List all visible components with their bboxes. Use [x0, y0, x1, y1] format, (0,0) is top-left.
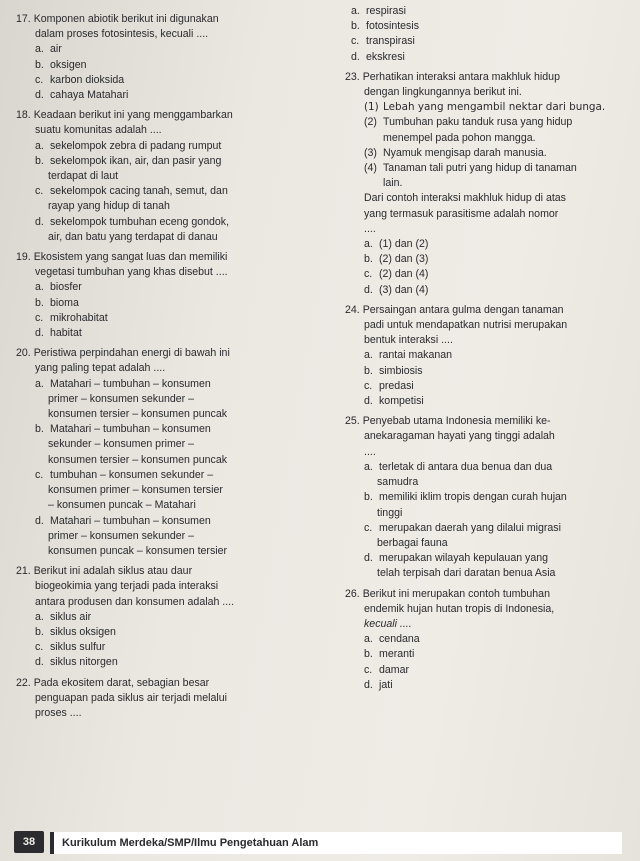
question-text: yang termasuk parasitisme adalah nomor	[364, 207, 559, 220]
statement-4-cont: lain.	[383, 177, 403, 190]
question-text: dalam proses fotosintesis, kecuali ....	[35, 28, 209, 41]
option-a[interactable]: a. respirasi	[351, 5, 407, 17]
option-b[interactable]: b. fotosintesis	[351, 20, 419, 33]
option-d[interactable]: d. kompetisi	[364, 395, 424, 408]
question-21	[16, 564, 334, 670]
question-number: 25.	[345, 415, 360, 428]
option-c[interactable]: c. mikrohabitat	[35, 311, 108, 324]
option-b[interactable]: b. bioma	[35, 296, 79, 309]
option-a[interactable]: a. Matahari – tumbuhan – konsumen	[35, 377, 211, 390]
option-d[interactable]: d. siklus nitorgen	[35, 656, 118, 669]
option-a[interactable]: a. biosfer	[35, 281, 82, 294]
option-b-cont: sekunder – konsumen primer –	[48, 438, 195, 451]
question-text: penguapan pada siklus air terjadi melalui	[35, 691, 227, 704]
option-b[interactable]: b. Matahari – tumbuhan – konsumen	[35, 423, 211, 436]
statement-4: (4) Tanaman tali putri yang hidup di tanaman	[364, 162, 577, 175]
question-text: Keadaan berikut ini yang menggambarkan	[33, 109, 233, 122]
question-text: padi untuk mendapatkan nutrisi merupakan	[364, 319, 568, 332]
option-b[interactable]: b. simbiosis	[364, 364, 423, 377]
option-b[interactable]: b. (2) dan (3)	[364, 253, 429, 266]
statement-2: (2) Tumbuhan paku tanduk rusa yang hidup	[364, 116, 573, 129]
question-text: suatu komunitas adalah ....	[35, 124, 162, 137]
question-18	[16, 108, 334, 245]
option-d[interactable]: d. cahaya Matahari	[35, 89, 129, 102]
question-number: 21.	[16, 565, 31, 578]
option-b[interactable]: b. oksigen	[35, 58, 87, 71]
left-column	[16, 12, 334, 721]
option-c-cont: konsumen primer – konsumen tersier	[48, 484, 223, 497]
option-a[interactable]: a. siklus air	[35, 610, 92, 623]
page-number: 38	[14, 831, 44, 853]
option-b-cont2: konsumen tersier – konsumen puncak	[48, 453, 228, 466]
question-text: proses ....	[35, 706, 82, 719]
option-d-cont: telah terpisah dari daratan benua Asia	[377, 567, 556, 580]
question-text: endemik hujan hutan tropis di Indonesia,	[364, 602, 555, 615]
question-text: Berikut ini adalah siklus atau daur	[33, 565, 193, 578]
question-text: Peristiwa perpindahan energi di bawah ini	[33, 347, 230, 360]
statement-3: (3) Nyamuk mengisap darah manusia.	[364, 146, 547, 159]
question-23	[345, 70, 635, 298]
option-d[interactable]: d. ekskresi	[351, 50, 405, 63]
option-c[interactable]: c. transpirasi	[351, 35, 415, 48]
option-d[interactable]: d. (3) dan (4)	[364, 283, 429, 296]
option-c[interactable]: c. damar	[364, 663, 410, 676]
question-text: vegetasi tumbuhan yang khas disebut ....	[35, 266, 228, 279]
option-a[interactable]: a. air	[35, 43, 62, 56]
option-a-cont: samudra	[377, 476, 419, 489]
option-a[interactable]: a. terletak di antara dua benua dan dua	[364, 460, 553, 473]
question-text: Persaingan antara gulma dengan tanaman	[362, 303, 564, 316]
question-20	[16, 346, 334, 559]
question-19	[16, 250, 334, 341]
question-text: ....	[364, 445, 376, 458]
question-number: 18.	[16, 109, 31, 122]
option-d[interactable]: d. jati	[364, 678, 393, 691]
question-text: antara produsen dan konsumen adalah ....	[35, 595, 235, 608]
option-d[interactable]: d. sekelompok tumbuhan eceng gondok,	[35, 215, 230, 228]
question-25	[345, 414, 635, 581]
option-c[interactable]: c. karbon dioksida	[35, 73, 125, 86]
question-22	[16, 676, 334, 722]
option-c-cont2: – konsumen puncak – Matahari	[48, 499, 196, 512]
option-a-cont: primer – konsumen sekunder –	[48, 392, 195, 405]
option-a[interactable]: a. (1) dan (2)	[364, 238, 429, 251]
question-22-options	[345, 4, 635, 65]
question-17	[16, 12, 334, 103]
option-c[interactable]: c. merupakan daerah yang dilalui migrasi	[364, 521, 561, 534]
question-text: ....	[364, 222, 376, 235]
option-b-cont: tinggi	[377, 506, 403, 519]
option-a[interactable]: a. rantai makanan	[364, 349, 453, 362]
option-a[interactable]: a. sekelompok zebra di padang rumput	[35, 139, 222, 152]
question-text: yang paling tepat adalah ....	[35, 362, 166, 375]
page-footer	[14, 829, 634, 855]
option-d[interactable]: d. Matahari – tumbuhan – konsumen	[35, 514, 211, 527]
question-text: anekaragaman hayati yang tinggi adalah	[364, 430, 555, 443]
question-number: 22.	[16, 676, 31, 689]
question-text: kecuali ....	[364, 617, 412, 630]
option-b[interactable]: b. siklus oksigen	[35, 625, 116, 638]
option-c-cont: rayap yang hidup di tanah	[48, 200, 170, 213]
question-26	[345, 587, 635, 693]
option-c[interactable]: c. predasi	[364, 379, 414, 392]
option-b-cont: terdapat di laut	[48, 170, 119, 183]
question-text: Dari contoh interaksi makhluk hidup di atas	[364, 192, 566, 205]
footer-title: Kurikulum Merdeka/SMP/Ilmu Pengetahuan Alam	[50, 832, 622, 854]
option-a[interactable]: a. cendana	[364, 633, 420, 646]
question-number: 23.	[345, 70, 360, 83]
option-b[interactable]: b. sekelompok ikan, air, dan pasir yang	[35, 154, 222, 167]
option-c-cont: berbagai fauna	[377, 536, 448, 549]
question-number: 20.	[16, 347, 31, 360]
right-column	[345, 4, 635, 693]
statement-1: (1) Lebah yang mengambil nektar dari bunga.	[364, 101, 606, 114]
option-b[interactable]: b. meranti	[364, 648, 415, 661]
option-d-cont: air, dan batu yang terdapat di danau	[48, 230, 218, 243]
question-24	[345, 303, 635, 409]
option-d[interactable]: d. merupakan wilayah kepulauan yang	[364, 552, 549, 565]
option-c[interactable]: c. sekelompok cacing tanah, semut, dan	[35, 185, 228, 198]
question-text: Komponen abiotik berikut ini digunakan	[33, 13, 219, 25]
option-c[interactable]: c. siklus sulfur	[35, 641, 106, 654]
question-text: Perhatikan interaksi antara makhluk hidup	[362, 70, 560, 83]
question-text: Pada ekositem darat, sebagian besar	[33, 676, 210, 689]
option-d[interactable]: d. habitat	[35, 327, 82, 340]
option-d-cont: primer – konsumen sekunder –	[48, 529, 195, 542]
question-text: Berikut ini merupakan contoh tumbuhan	[362, 587, 550, 600]
question-number: 26.	[345, 587, 360, 600]
option-b[interactable]: b. memiliki iklim tropis dengan curah hujan	[364, 491, 567, 504]
option-d-cont2: konsumen puncak – konsumen tersier	[48, 544, 228, 557]
question-text: dengan lingkungannya berikut ini.	[364, 86, 522, 99]
option-a-cont2: konsumen tersier – konsumen puncak	[48, 408, 228, 421]
option-c[interactable]: c. (2) dan (4)	[364, 268, 429, 281]
option-c[interactable]: c. tumbuhan – konsumen sekunder –	[35, 468, 214, 481]
question-text: bentuk interaksi ....	[364, 334, 453, 347]
question-text: Penyebab utama Indonesia memiliki ke-	[362, 415, 551, 428]
statement-2-cont: menempel pada pohon mangga.	[383, 131, 536, 144]
question-number: 19.	[16, 251, 31, 264]
question-number: 24.	[345, 303, 360, 316]
question-number: 17.	[16, 13, 31, 25]
question-text: Ekosistem yang sangat luas dan memiliki	[33, 251, 228, 264]
question-text: biogeokimia yang terjadi pada interaksi	[35, 580, 219, 593]
